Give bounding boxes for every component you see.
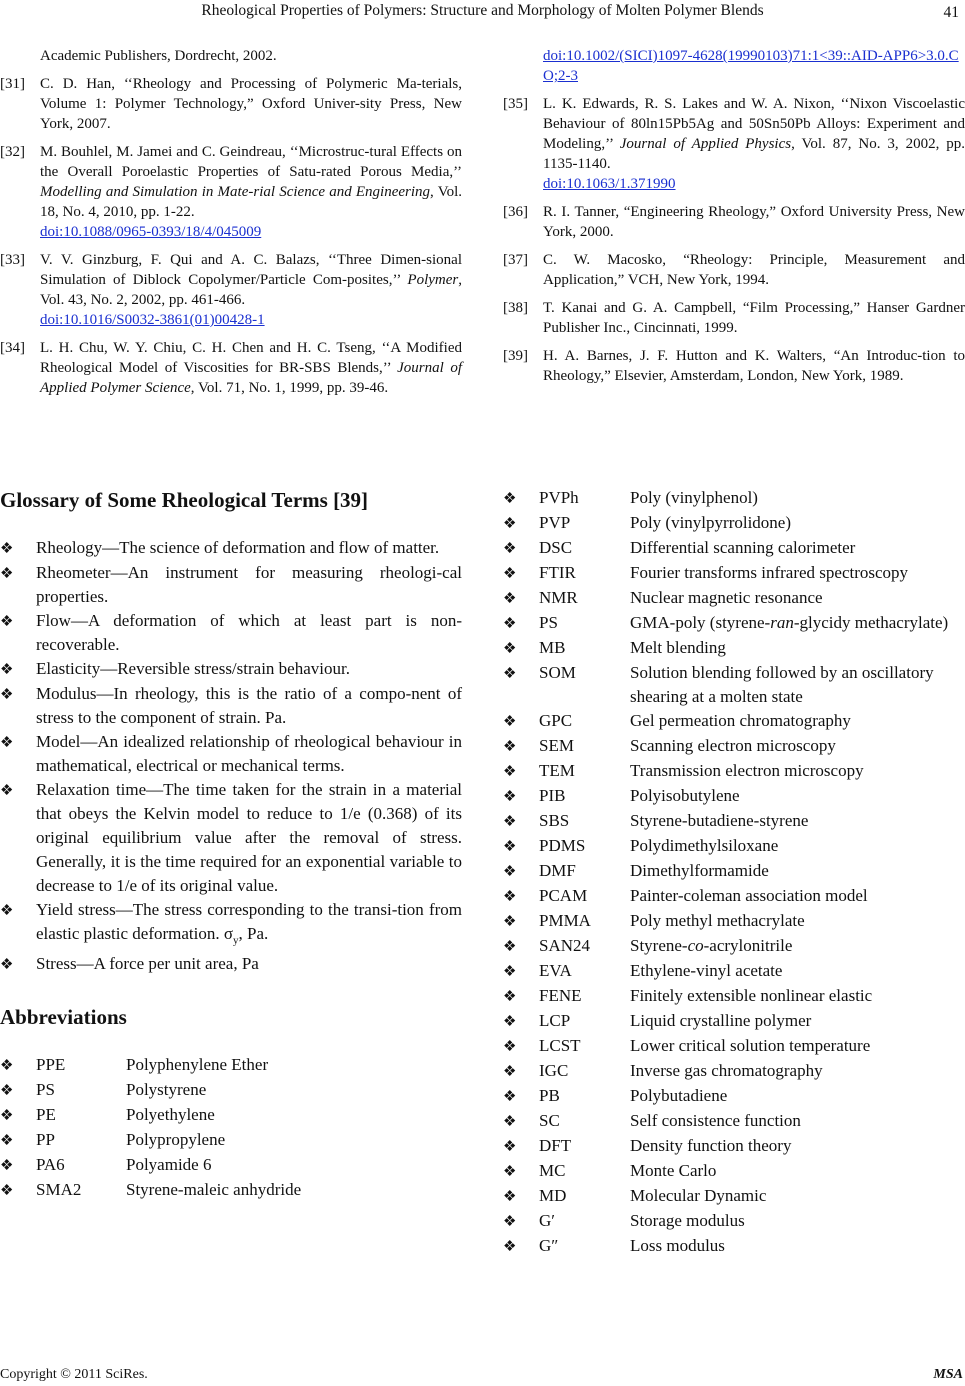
abbreviation-code: DFT [539,1136,572,1155]
abbreviation-item [503,784,965,809]
abbreviation-definition: Loss modulus [630,1236,725,1255]
abbreviation-code: EVA [539,961,572,980]
diamond-ornament-icon: ❖ [0,1133,14,1150]
diamond-ornament-icon: ❖ [503,591,517,607]
abbreviation-code: G″ [539,1236,559,1255]
reference-35: [35] L. K. Edwards, R. S. Lakes and W. A. Nixon, ‘‘Nixon Viscoelastic Behaviour of 80ln15Pb5Ag and 50Sn50Pb Alloys: Experiment and Modeling,’’ Journal of Applied Physics, Vol. 87, No. 3, 2002, pp. 1135-1140. doi:10.1063/1.371990 [503,96,965,192]
reference-33: [33] V. V. Ginzburg, F. Qui and A. C. Balazs, ‘‘Three Dimen-sional Simulation of Diblock Copolymer/Particle Com-posites,’’ Polymer, Vol. 43, No. 2, 2002, pp. 461-466. doi:10.1016/S0032-3861(01)00428-1 [0,252,462,328]
journal-name: Polymer [407,272,459,288]
right-column [503,46,965,1255]
diamond-ornament-icon: ❖ [503,1014,517,1030]
reference-36 [503,202,965,242]
abbreviation-definition: Fourier transforms infrared spectroscopy [630,563,909,582]
glossary-item [0,778,462,898]
diamond-ornament-icon: ❖ [0,735,14,751]
glossary-text: Elasticity—Reversible stress/strain behaviour. [36,659,350,678]
abbreviation-item [503,486,965,511]
abbreviation-definition: Polyisobutylene [630,786,740,805]
abbreviation-code: FENE [539,986,582,1005]
journal-name: Journal of Applied Polymer Science [40,360,462,396]
diamond-ornament-icon: ❖ [503,789,517,805]
abbreviation-definition: Polyphenylene Ether [126,1055,269,1075]
abbreviation-code: GPC [539,711,573,730]
diamond-ornament-icon: ❖ [503,864,517,880]
glossary-text: Flow—A deformation of which at least part is non-recoverable. [36,611,462,654]
reference-39 [503,346,965,386]
diamond-ornament-icon: ❖ [503,1189,517,1205]
abbreviation-item [503,536,965,561]
abbreviation-code: PS [539,613,558,632]
abbreviation-item [503,1034,965,1059]
abbreviation-definition: Molecular Dynamic [630,1186,767,1205]
left-column [0,46,463,1200]
diamond-ornament-icon: ❖ [503,739,517,755]
abbreviation-definition: Scanning electron microscopy [630,736,836,755]
running-header [0,0,965,30]
diamond-ornament-icon: ❖ [503,839,517,855]
abbreviation-code: SBS [539,811,570,830]
reference-number: [39] [503,348,528,364]
abbreviation-item [503,959,965,984]
reference-text: H. A. Barnes, J. F. Hutton and K. Walters, “An Introduc-tion to Rheology,” Elsevier, Amsterdam, London, New York, 1989. [543,348,965,384]
doi-link[interactable]: doi:10.1088/0965-0393/18/4/045009 [40,224,262,240]
glossary-item [0,730,462,778]
journal-abbreviation: MSA [933,1367,963,1382]
diamond-ornament-icon: ❖ [0,1108,14,1125]
abbreviation-definition: Polyethylene [126,1105,215,1125]
abbreviation-code: SMA2 [36,1180,82,1200]
copyright-notice: Copyright © 2011 SciRes. [0,1367,148,1382]
abbreviation-item [503,809,965,834]
diamond-ornament-icon: ❖ [503,764,517,780]
abbreviation-definition: Inverse gas chromatography [630,1061,823,1080]
abbreviation-definition: Polystyrene [126,1080,207,1100]
diamond-ornament-icon: ❖ [0,566,14,582]
abbreviation-definition: Self consistence function [630,1111,801,1130]
diamond-ornament-icon: ❖ [0,1183,14,1200]
diamond-ornament-icon: ❖ [503,1114,517,1130]
abbreviation-definition: Gel permeation chromatography [630,711,851,730]
glossary-item [0,609,462,657]
glossary-item: ❖ Yield stress—The stress corresponding to the transi-tion from elastic plastic deformation. $\sigma_y$, Pa. [0,898,462,952]
diamond-ornament-icon: ❖ [0,783,14,799]
abbreviation-item [503,1084,965,1109]
diamond-ornament-icon: ❖ [503,516,517,532]
abbreviation-code: PVP [539,513,571,532]
diamond-ornament-icon: ❖ [503,666,517,682]
glossary-list-tail [0,898,462,977]
abbreviation-item [503,1009,965,1034]
diamond-ornament-icon: ❖ [503,939,517,955]
abbreviation-definition: Melt blending [630,638,726,657]
running-title: Rheological Properties of Polymers: Structure and Morphology of Molten Polymer Blends [201,2,764,19]
abbreviation-code: PA6 [36,1155,65,1175]
abbreviation-item [503,834,965,859]
reference-number: [33] [0,252,25,268]
reference-text: C. W. Macosko, “Rheology: Principle, Measurement and Application,” VCH, New York, 1994. [543,252,965,288]
diamond-ornament-icon: ❖ [0,1058,14,1075]
abbreviation-definition: Poly (vinylphenol) [630,488,758,507]
abbreviation-code: LCST [539,1036,581,1055]
abbreviation-definition: Poly methyl methacrylate [630,911,805,930]
diamond-ornament-icon: ❖ [503,1064,517,1080]
diamond-ornament-icon: ❖ [0,662,14,678]
diamond-ornament-icon: ❖ [0,903,14,919]
diamond-ornament-icon: ❖ [503,1239,517,1255]
abbreviation-definition: Liquid crystalline polymer [630,1011,812,1030]
abbreviation-item [0,1128,462,1153]
abbreviation-item [0,1178,462,1203]
abbreviation-definition: Styrene-maleic anhydride [126,1180,302,1200]
diamond-ornament-icon: ❖ [503,964,517,980]
abbreviations-title: Abbreviations [0,1005,127,1030]
diamond-ornament-icon: ❖ [503,914,517,930]
reference-32: [32] M. Bouhlel, M. Jamei and C. Geindreau, ‘‘Microstruc-tural Effects on the Overall Poroelastic Properties of Satu-rated Porous Media,’’ Modelling and Simulation in Mate-rial Science and Engineering, Vol. 18, No. 4, 2010, pp. 1-22. doi:10.1088/0965-0393/18/4/045009 [0,144,463,240]
abbreviation-item [0,1078,462,1103]
diamond-ornament-icon: ❖ [0,614,14,630]
glossary-item [0,682,462,730]
reference-text: C. D. Han, ‘‘Rheology and Processing of Polymeric Ma-terials, Volume 1: Polymer Technology,” Oxford Univer-sity Press, New York, 2007. [40,76,462,132]
doi-link[interactable]: doi:10.1016/S0032-3861(01)00428-1 [40,312,265,328]
abbreviation-code: G′ [539,1211,555,1230]
reference-34-continuation [503,46,965,86]
doi-link[interactable]: doi:10.1063/1.371990 [543,176,676,192]
diamond-ornament-icon: ❖ [503,1214,517,1230]
diamond-ornament-icon: ❖ [503,616,517,632]
abbreviation-definition: Styrene-co-acrylonitrile [630,936,793,955]
reference-number: [35] [503,96,528,112]
abbreviation-code: LCP [539,1011,571,1030]
abbreviation-item [503,884,965,909]
abbreviation-code: DMF [539,861,576,880]
reference-text: T. Kanai and G. A. Campbell, “Film Processing,” Hanser Gardner Publisher Inc., Cincinnati, 1999. [543,300,965,336]
abbreviation-item [503,1184,965,1209]
abbreviation-definition: Differential scanning calorimeter [630,538,856,557]
abbreviation-item [0,1053,462,1078]
abbreviation-item [0,1103,462,1128]
abbreviation-item [503,734,965,759]
glossary-item [0,561,462,609]
diamond-ornament-icon: ❖ [503,889,517,905]
abbreviation-definition: GMA-poly (styrene-ran-glycidy methacrylate) [630,613,949,632]
abbreviation-definition: Polyamide 6 [126,1155,212,1175]
abbreviation-code: DSC [539,538,573,557]
abbreviation-code: PPE [36,1055,66,1075]
abbreviation-definition: Ethylene-vinyl acetate [630,961,783,980]
abbreviation-code: SEM [539,736,574,755]
glossary-section [0,486,462,1203]
reference-31 [0,74,462,134]
abbreviation-item [503,1109,965,1134]
reference-number: [32] [0,144,25,160]
abbreviation-code: PIB [539,786,566,805]
glossary-text: Rheology—The science of deformation and flow of matter. [36,538,440,557]
abbreviation-code: PP [36,1130,55,1150]
abbreviation-code: TEM [539,761,575,780]
abbreviation-item [503,636,965,661]
diamond-ornament-icon: ❖ [503,814,517,830]
diamond-ornament-icon: ❖ [503,541,517,557]
diamond-ornament-icon: ❖ [503,714,517,730]
abbreviation-definition: Solution blending followed by an oscillatory shearing at a molten state [630,663,934,706]
abbreviation-code: NMR [539,588,578,607]
diamond-ornament-icon: ❖ [0,687,14,703]
abbreviation-code: PDMS [539,836,586,855]
reference-37 [503,250,965,290]
diamond-ornament-icon: ❖ [0,1158,14,1175]
glossary-item [0,657,462,682]
abbreviation-definition: Painter-coleman association model [630,886,868,905]
abbreviation-item [503,859,965,884]
abbreviation-definition: Transmission electron microscopy [630,761,864,780]
glossary-text: Rheometer—An instrument for measuring rheologi-cal properties. [36,563,462,606]
abbreviation-code: PVPh [539,488,579,507]
abbreviation-item [503,611,965,636]
abbreviation-code: MB [539,638,566,657]
abbreviation-item [503,1159,965,1184]
reference-text: R. I. Tanner, “Engineering Rheology,” Oxford University Press, New York, 2000. [543,204,965,240]
abbreviation-code: PE [36,1105,56,1125]
abbreviation-code: SAN24 [539,936,591,955]
abbreviation-definition: Polybutadiene [630,1086,728,1105]
abbreviation-item [503,909,965,934]
abbreviation-definition: Nuclear magnetic resonance [630,588,823,607]
diamond-ornament-icon: ❖ [503,491,517,507]
reference-38 [503,298,965,338]
abbreviation-definition: Polydimethylsiloxane [630,836,779,855]
abbreviation-code: PCAM [539,886,588,905]
abbreviation-definition: Storage modulus [630,1211,745,1230]
abbreviation-definition: Monte Carlo [630,1161,717,1180]
abbreviation-definition: Styrene-butadiene-styrene [630,811,809,830]
journal-name: Modelling and Simulation in Mate-rial Science and Engineering [40,184,431,200]
abbreviations-list-left [0,1053,462,1203]
abbreviation-item [503,1209,965,1234]
abbreviation-code: MC [539,1161,566,1180]
abbreviation-code: FTIR [539,563,576,582]
abbreviation-code: SC [539,1111,560,1130]
glossary-item: ❖ Stress—A force per unit area, Pa [0,952,462,977]
glossary-text: Model—An idealized relationship of rheological behaviour in mathematical, electrical or mechanical terms. [36,732,462,775]
abbreviation-item [503,759,965,784]
abbreviation-definition: Poly (vinylpyrrolidone) [630,513,792,532]
abbreviation-item [503,934,965,959]
abbreviation-code: IGC [539,1061,569,1080]
abbreviation-code: MD [539,1186,567,1205]
doi-link[interactable]: doi:10.1002/(SICI)1097-4628(19990103)71:1<39::AID-APP6>3.0.CO;2-3 [543,48,959,84]
abbreviation-item [503,1059,965,1084]
diamond-ornament-icon: ❖ [503,1139,517,1155]
abbreviation-definition: Polypropylene [126,1130,226,1150]
reference-number: [31] [0,76,25,92]
abbreviations-list-right [503,486,965,1259]
journal-name: Journal of Applied Physics [619,136,792,152]
abbreviation-item [503,709,965,734]
diamond-ornament-icon: ❖ [503,1039,517,1055]
reference-number: [34] [0,340,25,356]
reference-continuation: Academic Publishers, Dordrecht, 2002. [40,48,277,64]
diamond-ornament-icon: ❖ [503,1164,517,1180]
abbreviation-item [503,1234,965,1259]
abbreviation-item [0,1153,462,1178]
reference-34: [34] L. H. Chu, W. Y. Chiu, C. H. Chen and H. C. Tseng, ‘‘A Modified Rheological Model of Viscosities for BR-SBS Blends,’’ Journal of Applied Polymer Science, Vol. 71, No. 1, 1999, pp. 39-46. [0,340,462,396]
diamond-ornament-icon: ❖ [0,541,14,557]
reference-number: [36] [503,204,528,220]
abbreviation-item [503,661,965,709]
diamond-ornament-icon: ❖ [503,989,517,1005]
abbreviation-item [503,1134,965,1159]
glossary-list [0,536,462,898]
abbreviation-item [503,984,965,1009]
abbreviation-code: PMMA [539,911,591,930]
abbreviation-item [503,511,965,536]
abbreviation-item [503,586,965,611]
abbreviation-definition: Finitely extensible nonlinear elastic [630,986,873,1005]
glossary-title: Glossary of Some Rheological Terms [39] [0,488,369,512]
abbreviation-definition: Lower critical solution temperature [630,1036,871,1055]
reference-number: [38] [503,300,528,316]
diamond-ornament-icon: ❖ [503,1089,517,1105]
reference-number: [37] [503,252,528,268]
abbreviation-definition: Density function theory [630,1136,792,1155]
abbreviation-code: PB [539,1086,560,1105]
abbreviation-code: SOM [539,663,576,682]
diamond-ornament-icon: ❖ [503,566,517,582]
diamond-ornament-icon: ❖ [0,1083,14,1100]
diamond-ornament-icon: ❖ [503,641,517,657]
glossary-item [0,536,462,561]
diamond-ornament-icon: ❖ [0,957,14,974]
abbreviation-item [503,561,965,586]
abbreviation-definition: Dimethylformamide [630,861,769,880]
glossary-text: Relaxation time—The time taken for the strain in a material that obeys the Kelvin model to reduce to 1/e (0.368) of its original equilibrium value after the removal of stress. Generally, it is the time required for an exponential variable to decrease to 1/e of its original value. [36,780,462,895]
page-number: 41 [943,4,959,21]
glossary-text: Modulus—In rheology, this is the ratio of a compo-nent of stress to the component of strain. Pa. [36,684,462,727]
abbreviation-code: PS [36,1080,55,1100]
